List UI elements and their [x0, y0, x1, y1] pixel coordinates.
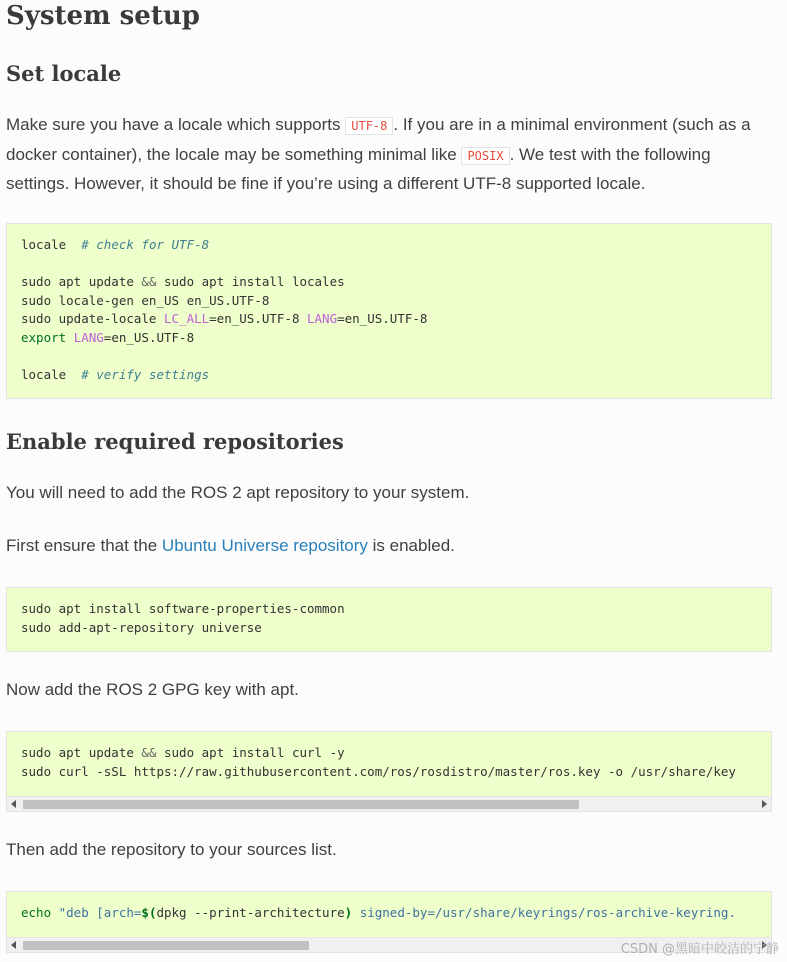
- locale-paragraph: [6, 111, 772, 199]
- scrollbar-thumb[interactable]: [23, 941, 309, 950]
- section-heading-set-locale: Set locale: [6, 61, 122, 86]
- repos-paragraph-2-part-a: First ensure that the: [6, 536, 158, 555]
- repos-paragraph-4: Then add the repository to your sources list.: [6, 840, 337, 859]
- horizontal-scrollbar[interactable]: [7, 796, 771, 811]
- code-locale: locale # check for UTF-8 sudo apt update && sudo apt install locales sudo locale-gen en_US en_US.UTF-8 sudo update-locale LC_ALL=en_US.UTF-8 LANG=en_US.UTF-8 export LANG=en_US.UTF-8 locale # verify settings: [21, 237, 428, 383]
- scroll-left-arrow-icon[interactable]: [11, 941, 16, 949]
- code-universe: sudo apt install software-properties-common sudo add-apt-repository universe: [21, 601, 345, 635]
- locale-paragraph-part-1: Make sure you have a locale which supports: [6, 115, 341, 134]
- repos-paragraph-3: Now add the ROS 2 GPG key with apt.: [6, 680, 299, 699]
- code-block-universe[interactable]: [6, 587, 772, 652]
- page-title: System setup: [6, 1, 200, 31]
- scroll-left-arrow-icon[interactable]: [11, 800, 16, 808]
- inline-code-posix: POSIX: [461, 147, 509, 165]
- repos-paragraph-1: You will need to add the ROS 2 apt repository to your system.: [6, 483, 470, 502]
- watermark: CSDN @黑暗中皎洁的宁静: [620, 942, 779, 957]
- repos-paragraph-2-part-b: is enabled.: [372, 536, 455, 555]
- ubuntu-universe-link[interactable]: Ubuntu Universe repository: [161, 536, 368, 555]
- repos-paragraph-2: [6, 532, 772, 561]
- locale-paragraph-part-2: . If you are in a minimal environment (such as a docker container), the locale may be something minimal like: [6, 115, 751, 164]
- scroll-right-arrow-icon[interactable]: [762, 800, 767, 808]
- inline-code-utf8: UTF-8: [345, 117, 393, 135]
- locale-paragraph-part-3: . We test with the following settings. However, it should be fine if you’re using a different UTF-8 supported locale.: [6, 144, 711, 193]
- code-sources-list: echo "deb [arch=$(dpkg --print-architecture) signed-by=/usr/share/keyrings/ros-archive-keyring.: [21, 905, 736, 920]
- scrollbar-thumb[interactable]: [23, 800, 579, 809]
- section-heading-enable-repositories: Enable required repositories: [6, 429, 344, 454]
- code-block-locale[interactable]: [6, 223, 772, 399]
- code-block-gpg-key[interactable]: [6, 731, 772, 812]
- code-gpg-key: sudo apt update && sudo apt install curl -y sudo curl -sSL https://raw.githubusercontent.com/ros/rosdistro/master/ros.key -o /usr/share/key: [21, 745, 736, 779]
